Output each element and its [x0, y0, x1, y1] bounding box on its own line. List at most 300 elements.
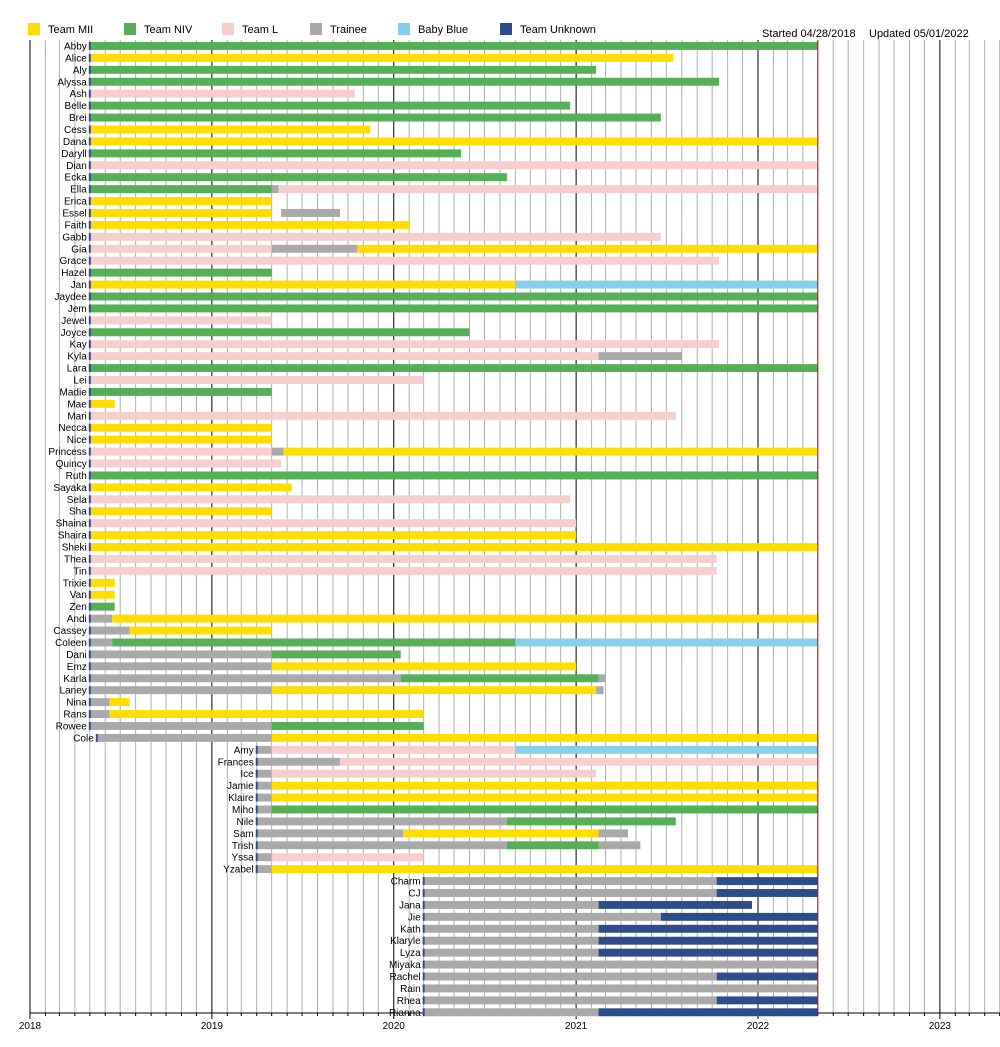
member-name: Cess [63, 124, 87, 136]
timeline-bar [257, 794, 272, 802]
member-name: Tin [73, 566, 87, 578]
legend-label: Team Unknown [520, 24, 596, 36]
start-marker [89, 543, 91, 551]
timeline-bar [90, 78, 719, 86]
start-marker [89, 567, 91, 575]
start-marker [89, 221, 91, 229]
timeline-bar [257, 841, 507, 849]
timeline-bar [90, 531, 576, 539]
timeline-bar [599, 841, 641, 849]
timeline-bar [284, 448, 818, 456]
timeline-bar [90, 507, 272, 515]
member-name: Klaire [228, 793, 254, 805]
start-marker [89, 328, 91, 336]
start-marker [256, 817, 258, 825]
member-name: Dana [62, 136, 87, 148]
member-name: Necca [58, 423, 87, 435]
timeline-bar [90, 400, 115, 408]
start-marker [89, 460, 91, 468]
member-name: Trixie [62, 578, 87, 590]
member-name: Klaryle [390, 936, 421, 948]
updated-label: Updated 05/01/2022 [869, 28, 969, 40]
timeline-bar [90, 483, 292, 491]
timeline-bar [424, 973, 717, 981]
member-name: Andi [66, 614, 87, 626]
timeline-bar [424, 925, 599, 933]
start-marker [89, 722, 91, 730]
start-marker [89, 388, 91, 396]
timeline-bar [90, 388, 272, 396]
timeline-bar [90, 424, 272, 432]
member-name: Dani [66, 649, 87, 661]
timeline-bar [599, 829, 628, 837]
member-name: Sam [233, 828, 254, 840]
start-marker [89, 245, 91, 253]
legend-label: Trainee [330, 24, 367, 36]
start-marker [256, 806, 258, 814]
timeline-bar [515, 746, 817, 754]
timeline-bar [90, 364, 818, 372]
timeline-bar [596, 686, 603, 694]
member-name: Nina [66, 697, 87, 709]
timeline-bar [90, 722, 272, 730]
start-marker [89, 66, 91, 74]
member-name: Kath [400, 924, 421, 936]
member-name: Rain [400, 983, 421, 995]
timeline-bar [272, 865, 818, 873]
legend-swatch [310, 23, 322, 35]
timeline-bar [272, 806, 818, 814]
start-marker [256, 853, 258, 861]
member-name: Laney [59, 685, 87, 697]
start-marker [423, 984, 425, 992]
timeline-bar [599, 925, 818, 933]
member-name: Sela [66, 494, 87, 506]
start-marker [256, 794, 258, 802]
member-name: Ice [240, 769, 254, 781]
timeline-bar [90, 126, 371, 134]
timeline-bar [272, 734, 818, 742]
timeline-bar [257, 770, 272, 778]
member-name: Emz [66, 661, 87, 673]
timeline-bar [272, 722, 424, 730]
member-name: Madie [59, 387, 87, 399]
timeline-bar [424, 913, 661, 921]
start-marker [89, 627, 91, 635]
start-marker [423, 937, 425, 945]
timeline-bar [272, 782, 818, 790]
start-marker [89, 603, 91, 611]
timeline-bar [112, 639, 515, 647]
timeline-bar [257, 829, 403, 837]
start-marker [89, 293, 91, 301]
member-name: Gia [71, 244, 87, 256]
timeline-bar [90, 149, 461, 157]
start-marker [89, 209, 91, 217]
start-marker [423, 996, 425, 1004]
member-name: Ruth [65, 470, 87, 482]
legend-swatch [124, 23, 136, 35]
x-tick-label: 2023 [928, 1021, 952, 1032]
start-marker [423, 877, 425, 885]
member-name: Jem [67, 303, 87, 315]
timeline-bar [272, 448, 284, 456]
timeline-bar [272, 853, 424, 861]
start-marker [423, 949, 425, 957]
start-marker [256, 841, 258, 849]
timeline-bar [90, 591, 115, 599]
member-name: Rachel [389, 972, 421, 984]
timeline-bar [90, 269, 272, 277]
timeline-bar [90, 102, 570, 110]
timeline-bar [599, 674, 606, 682]
start-marker [89, 639, 91, 647]
member-name: Nice [66, 435, 87, 447]
member-name: Joyce [60, 327, 87, 339]
member-name: Rowee [55, 721, 87, 733]
start-marker [89, 364, 91, 372]
start-marker [89, 674, 91, 682]
start-marker [89, 137, 91, 145]
member-name: Sayaka [53, 482, 87, 494]
timeline-bar [424, 949, 599, 957]
timeline-bar [257, 853, 272, 861]
timeline-bar [90, 412, 676, 420]
timeline-bar [110, 698, 130, 706]
member-name: Nile [236, 816, 254, 828]
member-name: Amy [233, 745, 254, 757]
start-marker [89, 650, 91, 658]
timeline-bar [272, 650, 401, 658]
timeline-bar [90, 519, 576, 527]
timeline-bar [424, 937, 599, 945]
start-marker [423, 889, 425, 897]
member-name: Aly [72, 65, 87, 77]
member-name: Frances [217, 757, 254, 769]
legend-label: Team L [242, 24, 279, 36]
start-marker [423, 973, 425, 981]
start-marker [89, 519, 91, 527]
timeline-bar [90, 90, 355, 98]
timeline-bar [90, 54, 673, 62]
x-tick-label: 2018 [18, 1021, 42, 1032]
timeline-bar [717, 973, 818, 981]
x-tick-label: 2022 [746, 1021, 770, 1032]
timeline-bar [424, 996, 717, 1004]
timeline-bar [90, 245, 272, 253]
start-marker [89, 471, 91, 479]
timeline-bar [90, 627, 130, 635]
member-name: Ella [70, 184, 87, 196]
timeline-bar [272, 185, 279, 193]
timeline-bar [599, 352, 682, 360]
timeline-bar [257, 806, 272, 814]
timeline-bar [424, 901, 599, 909]
member-name: Dian [66, 160, 87, 172]
timeline-bar [90, 114, 661, 122]
member-name: Lei [73, 375, 87, 387]
timeline-bar [90, 603, 115, 611]
member-name: Alyssa [57, 77, 87, 89]
timeline-bar [279, 185, 818, 193]
start-marker [89, 185, 91, 193]
timeline-bar [90, 328, 470, 336]
timeline-bar [281, 209, 340, 217]
start-marker [89, 698, 91, 706]
timeline-bar [90, 352, 599, 360]
timeline-bar [90, 698, 110, 706]
timeline-bar [272, 686, 596, 694]
start-marker [89, 412, 91, 420]
start-marker [423, 913, 425, 921]
member-name: Jie [407, 912, 421, 924]
timeline-bar [112, 615, 818, 623]
timeline-bar [90, 639, 112, 647]
timeline-bar [717, 889, 818, 897]
member-name: Yzabel [223, 864, 254, 876]
timeline-bar [257, 782, 272, 790]
member-name: Jamie [227, 781, 254, 793]
start-marker [89, 42, 91, 50]
x-tick-label: 2019 [200, 1021, 224, 1032]
start-marker [89, 352, 91, 360]
member-name: Princess [48, 447, 87, 459]
timeline-bar [507, 817, 676, 825]
timeline-bar [424, 877, 717, 885]
start-marker [423, 961, 425, 969]
timeline-bar [90, 471, 818, 479]
timeline-bar [272, 245, 358, 253]
member-name: CJ [408, 888, 421, 900]
member-name: Hazel [61, 268, 87, 280]
member-name: Jana [398, 900, 421, 912]
member-name: Lyza [399, 948, 421, 960]
timeline-bar [257, 865, 272, 873]
member-name: Ash [69, 89, 87, 101]
x-tick-label: 2020 [382, 1021, 405, 1032]
timeline-bar [507, 841, 599, 849]
member-name: Rianna [388, 1007, 421, 1019]
member-name: Erica [63, 196, 87, 208]
timeline-bar [515, 639, 817, 647]
start-marker [89, 424, 91, 432]
member-name: Cole [73, 733, 94, 745]
timeline-bar [717, 996, 818, 1004]
start-marker [89, 269, 91, 277]
start-marker [423, 1008, 425, 1016]
start-marker [256, 746, 258, 754]
timeline-bar [424, 984, 818, 992]
start-marker [89, 102, 91, 110]
start-marker [89, 579, 91, 587]
start-marker [89, 161, 91, 169]
member-name: Quincy [55, 459, 87, 471]
member-name: Mae [67, 399, 87, 411]
start-marker [89, 531, 91, 539]
timeline-bar [599, 937, 818, 945]
timeline-bar [257, 746, 272, 754]
timeline-bar [272, 746, 516, 754]
legend-swatch [28, 23, 40, 35]
start-marker [89, 555, 91, 563]
start-marker [96, 734, 98, 742]
timeline-bar [717, 877, 818, 885]
timeline-bar [90, 197, 272, 205]
member-name: Grace [59, 256, 87, 268]
timeline-bar [403, 829, 598, 837]
timeline-bar [90, 567, 717, 575]
timeline-bar [340, 758, 818, 766]
timeline-bar [90, 304, 818, 312]
timeline-bar [97, 734, 272, 742]
start-marker [256, 865, 258, 873]
timeline-bar [424, 961, 818, 969]
timeline-bar [90, 448, 272, 456]
member-name: Alice [65, 53, 87, 65]
member-name: Gabb [62, 232, 87, 244]
member-name: Zen [69, 602, 87, 614]
timeline-bar [90, 209, 272, 217]
timeline-bar [90, 710, 110, 718]
start-marker [89, 233, 91, 241]
timeline-bar [357, 245, 817, 253]
start-marker [89, 114, 91, 122]
member-name: Shaira [57, 530, 87, 542]
member-name: Coleen [55, 637, 87, 649]
member-name: Kay [69, 339, 87, 351]
timeline-bar [90, 257, 719, 265]
start-marker [89, 304, 91, 312]
timeline-bar [90, 615, 112, 623]
start-marker [89, 54, 91, 62]
member-name: Yssa [231, 852, 254, 864]
member-name: Daryll [61, 148, 87, 160]
timeline-bar [90, 662, 272, 670]
start-marker [89, 281, 91, 289]
timeline-bar [90, 495, 570, 503]
member-name: Brei [68, 113, 87, 125]
start-marker [89, 710, 91, 718]
member-name: Mari [67, 411, 87, 423]
start-marker [89, 197, 91, 205]
timeline-bar [90, 543, 818, 551]
start-marker [89, 78, 91, 86]
legend-label: Team MII [48, 24, 94, 36]
start-marker [89, 149, 91, 157]
timeline-bar [90, 185, 272, 193]
timeline-bar [90, 221, 409, 229]
member-name: Cassey [53, 626, 87, 638]
start-marker [256, 770, 258, 778]
member-name: Miho [232, 804, 254, 816]
start-marker [423, 901, 425, 909]
start-marker [256, 829, 258, 837]
member-name: Miyaka [388, 960, 421, 972]
started-label: Started 04/28/2018 [762, 28, 856, 40]
timeline-bar [257, 817, 507, 825]
legend-swatch [500, 23, 512, 35]
start-marker [423, 925, 425, 933]
x-tick-label: 2021 [564, 1021, 588, 1032]
timeline-bar [272, 770, 596, 778]
member-name: Essel [62, 208, 87, 220]
timeline-bar [424, 1008, 599, 1016]
start-marker [89, 507, 91, 515]
member-name: Trish [231, 840, 254, 852]
timeline-bar [599, 901, 752, 909]
member-name: Belle [64, 101, 87, 113]
timeline-bar [90, 293, 818, 301]
member-name: Jewel [61, 315, 87, 327]
timeline-bar [424, 889, 717, 897]
member-name: Abby [63, 41, 87, 53]
start-marker [89, 662, 91, 670]
start-marker [89, 316, 91, 324]
member-name: Lara [66, 363, 87, 375]
legend-swatch [222, 23, 234, 35]
start-marker [89, 400, 91, 408]
start-marker [89, 126, 91, 134]
start-marker [89, 436, 91, 444]
member-name: Faith [64, 220, 87, 232]
start-marker [89, 495, 91, 503]
timeline-bar [90, 137, 818, 145]
start-marker [89, 340, 91, 348]
timeline-bar [401, 674, 599, 682]
member-name: Kyla [67, 351, 87, 363]
timeline-bar [90, 674, 401, 682]
start-marker [89, 483, 91, 491]
timeline-bar [90, 436, 272, 444]
timeline-bar [257, 758, 340, 766]
start-marker [89, 615, 91, 623]
member-name: Thea [63, 554, 87, 566]
member-name: Karla [63, 673, 87, 685]
start-marker [89, 376, 91, 384]
start-marker [256, 782, 258, 790]
timeline-bar [90, 555, 717, 563]
member-name: Charm [390, 876, 421, 888]
start-marker [89, 90, 91, 98]
timeline-bar [90, 281, 516, 289]
timeline-bar [130, 627, 272, 635]
timeline-bar [90, 161, 818, 169]
member-name: Ecka [64, 172, 87, 184]
timeline-bar [515, 281, 817, 289]
timeline-bar [90, 66, 596, 74]
timeline-bar [599, 1008, 818, 1016]
timeline-bar [110, 710, 424, 718]
timeline-bar [90, 579, 115, 587]
member-name: Rans [63, 709, 87, 721]
member-name: Van [69, 590, 87, 602]
start-marker [89, 686, 91, 694]
member-name: Sheki [61, 542, 87, 554]
legend-label: Baby Blue [418, 24, 469, 36]
timeline-bar [599, 949, 818, 957]
member-name: Jaydee [54, 291, 87, 303]
start-marker [89, 448, 91, 456]
timeline-bar [90, 650, 272, 658]
timeline-bar [90, 460, 281, 468]
timeline-bar [90, 233, 661, 241]
timeline-bar [90, 686, 272, 694]
timeline-bar [90, 316, 272, 324]
start-marker [256, 758, 258, 766]
timeline-bar [661, 913, 818, 921]
member-name: Jan [70, 280, 87, 292]
legend-swatch [398, 23, 410, 35]
